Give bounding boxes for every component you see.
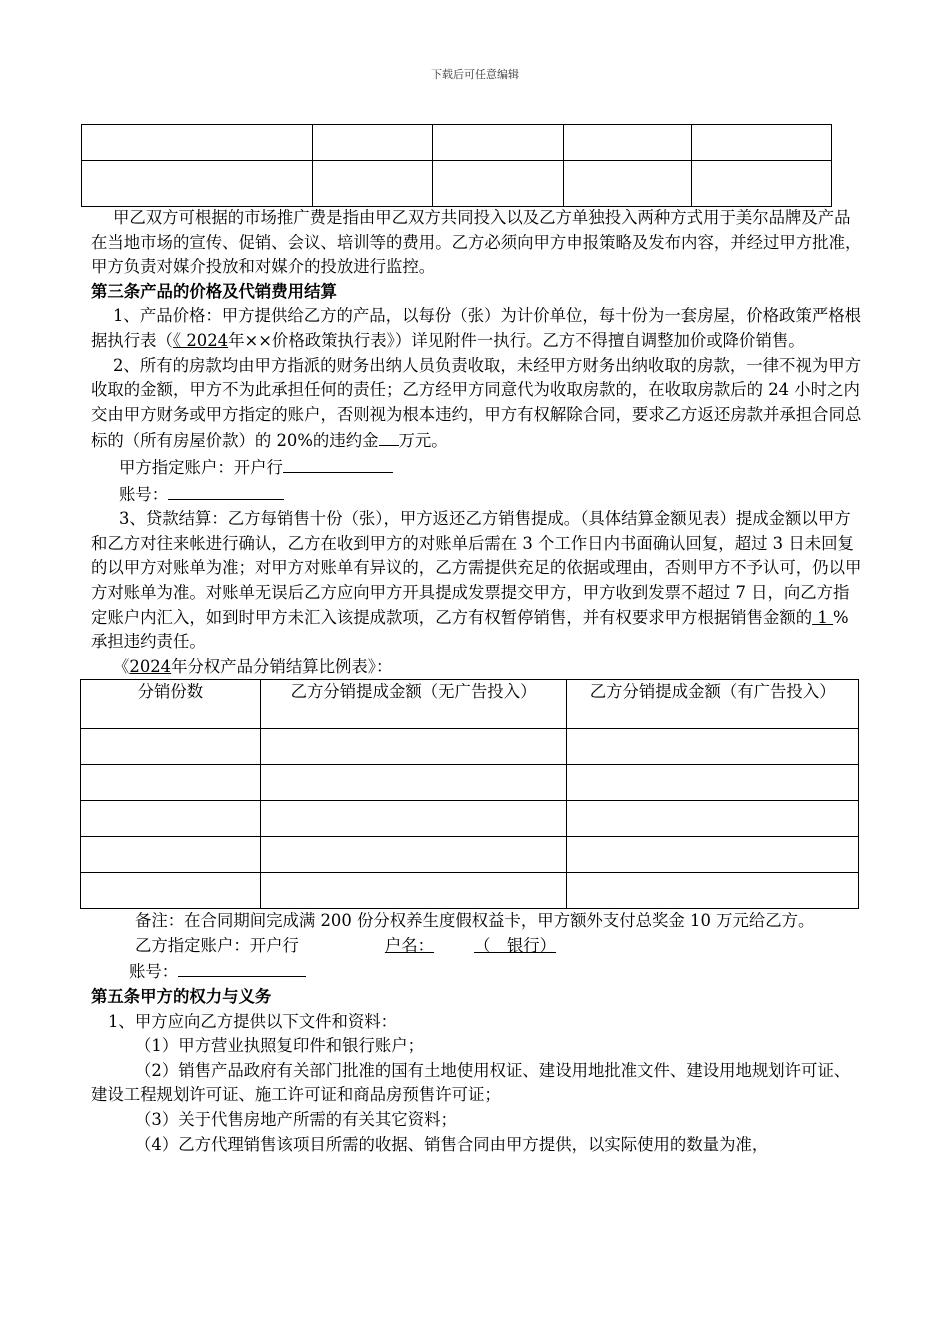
ratio-header-with-ad: 乙方分销提成金额（有广告投入） — [567, 680, 859, 729]
party-a-account-line: 账号： — [91, 481, 863, 508]
table-cell — [82, 125, 313, 161]
payment-paragraph: 2、所有的房款均由甲方指派的财务出纳人员负责收取，未经甲方财务出纳收取的房款，一律不视为甲方收取的金额，甲方不为此承担任何的责任；乙方经甲方同意代为收取房款的，在收取房款后的 24 小时之内交由甲方财务或甲方指定的账户，否则视为根本违约，甲方有权解除合同，要求乙方返还房款并承担合同总标的（所有房屋价款）的 20%的违约金 万元。 — [91, 355, 862, 451]
ratio-header-copies: 分销份数 — [81, 680, 261, 729]
table-cell — [692, 125, 832, 161]
list-item: （4）乙方代理销售该项目所需的收据、销售合同由甲方提供，以实际使用的数量为准， — [135, 1134, 769, 1154]
promo-paragraph: 甲乙双方可根据的市场推广费是指由甲乙双方共同投入以及乙方单独投入两种方式用于美尔品牌及产品在当地市场的宣传、促销、会议、培训等的费用。乙方必须向甲方申报策略及发布内容，并经过甲方批准，甲方负责对媒介投放和对媒介的投放进行监控。 — [91, 208, 862, 277]
list-item: （2）销售产品政府有关部门批准的国有土地使用权证、建设用地批准文件、建设用地规划许可证、建设工程规划许可证、施工许可证和商品房预售许可证； — [91, 1060, 851, 1105]
table-cell — [433, 161, 564, 207]
party-b-bank-line: 乙方指定账户：开户行 户名： （ 银行） — [135, 935, 557, 955]
article-5-item-1: 1、甲方应向乙方提供以下文件和资料： — [108, 1011, 398, 1031]
article-3-heading: 第三条产品的价格及代销费用结算 — [91, 281, 337, 301]
ratio-table — [80, 679, 859, 909]
settlement-paragraph: 3、贷款结算：乙方每销售十份（张），甲方返还乙方销售提成。（具体结算金额见表）提成金额以甲方和乙方对往来帐进行确认，乙方在收到甲方的对账单后需在 3 个工作日内书面确认回复，超过 3 日未回复的以甲方对账单为准；对甲方对账单有异议的，乙方需提供充足的依据或理由，否则甲方不予认可，仍以甲方对账单为准。对账单无误后乙方应向甲方开具提成发票提交甲方，甲方收到发票不超过 7 日，向乙方指定账户内汇入，如到时甲方未汇入该提成款项，乙方有权暂停销售，并有权要求甲方根据销售金额的 1 %承担违约责任。 — [91, 509, 862, 652]
table-row — [81, 765, 859, 801]
article-5-heading: 第五条甲方的权力与义务 — [91, 987, 272, 1007]
table-cell — [313, 125, 433, 161]
table-row — [81, 837, 859, 873]
remark-paragraph: 备注：在合同期间完成满 200 份分权养生度假权益卡，甲方额外支付总奖金 10 万元给乙方。 — [135, 911, 815, 931]
table-cell — [82, 161, 313, 207]
table-row — [81, 729, 859, 765]
list-item: （3）关于代售房地产所需的有关其它资料； — [135, 1110, 457, 1130]
list-item: （1）甲方营业执照复印件和银行账户； — [135, 1036, 425, 1056]
table-cell — [564, 125, 692, 161]
price-paragraph: 1、产品价格：甲方提供给乙方的产品，以每份（张）为计价单位，每十份为一套房屋，价格政策严格根据执行表（《 2024年××价格政策执行表》）详见附件一执行。乙方不得擅自调整加价或降价销售。 — [91, 306, 862, 350]
table-row — [81, 801, 859, 837]
table-row — [81, 873, 859, 909]
table-cell — [313, 161, 433, 207]
blank-top-table — [81, 124, 832, 207]
table-cell — [692, 161, 832, 207]
party-a-bank-line: 甲方指定账户：开户行 — [91, 454, 863, 481]
table-cell — [433, 125, 564, 161]
party-b-account-line: 账号： — [91, 958, 863, 985]
document-body — [91, 206, 863, 1157]
ratio-header-no-ad: 乙方分销提成金额（无广告投入） — [260, 680, 567, 729]
page-header-note: 下载后可任意编辑 — [431, 68, 519, 81]
table-cell — [564, 161, 692, 207]
ratio-table-title: 《2024年分权产品分销结算比例表》： — [113, 656, 393, 676]
